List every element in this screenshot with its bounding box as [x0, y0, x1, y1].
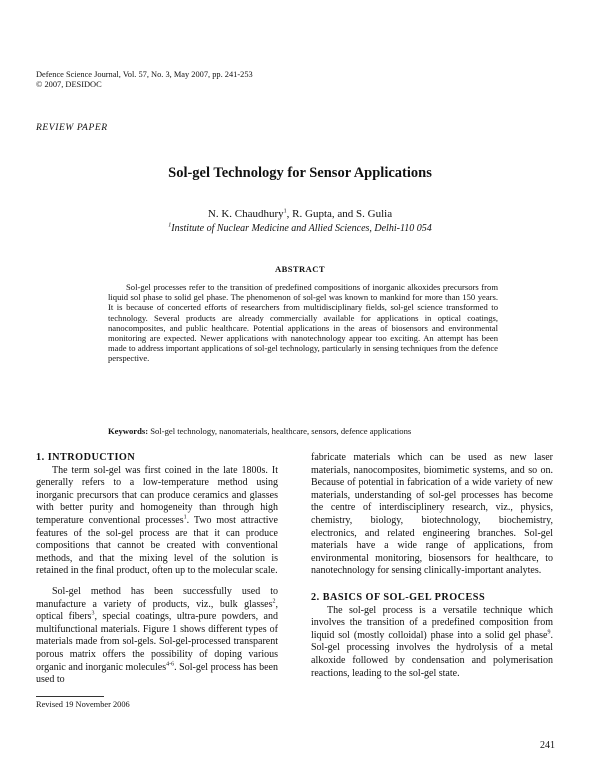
- intro-paragraph-1: [36, 465, 278, 578]
- affiliation-text: Institute of Nuclear Medicine and Allied Sciences, Delhi-110 054: [171, 223, 432, 234]
- basics-paragraph-1: [311, 605, 553, 681]
- intro-p2-text-d: . Sol-gel process has been used to: [36, 661, 278, 686]
- intro-p2-text-c: , special coatings, ultra-pure powders, and multifunctional materials. Figure 1 shows different types of materials made from sol-gels. Sol-gel-processed transparent porous matrix offers the possibility of doping various organic and inorganic molecules: [36, 611, 278, 673]
- intro-p2-text-a: Sol-gel method has been successfully used to manufacture a variety of products, viz., bulk glasses: [36, 585, 278, 610]
- basics-p1-text-b: . Sol-gel processing involves the hydrolysis of a metal alkoxide followed by condensation and polymerisation reactions, leading to the sol-gel state.: [311, 629, 553, 679]
- page-number: 241: [540, 740, 555, 751]
- footnote-rule: [36, 696, 104, 697]
- keywords-label: Keywords:: [108, 426, 149, 436]
- section-heading-introduction: 1. INTRODUCTION: [36, 452, 136, 463]
- intro-paragraph-2-continued: fabricate materials which can be used as new laser materials, nanocomposites, biomimetic systems, and so on. Because of potential in fabrication of a wide variety of new materials, understanding of sol-gel processes has become the centre of interdisciplinery research, viz., physics, chemistry, biology, biotechnology, biochemistry, electronics, and related engineering branches. Sol-gel materials have a wide range of applications, from environmental monitoring, biosensors for healthcare, to nanotechnology for sensing clinically-important analytes.: [311, 452, 553, 577]
- author-list: [0, 208, 600, 220]
- revised-date: Revised 19 November 2006: [36, 700, 130, 709]
- abstract-heading: ABSTRACT: [275, 264, 325, 274]
- citation-marker: 2: [272, 598, 276, 605]
- paper-title: Sol-gel Technology for Sensor Applications: [168, 165, 432, 181]
- journal-citation: Defence Science Journal, Vol. 57, No. 3, May 2007, pp. 241-253: [36, 70, 253, 79]
- journal-header: [36, 70, 253, 90]
- intro-p2-text-b: , optical fibers: [36, 598, 278, 623]
- citation-marker: 1: [183, 514, 187, 521]
- author-names-rest: , R. Gupta, and S. Gulia: [286, 208, 393, 220]
- review-label: REVIEW PAPER: [36, 123, 108, 133]
- author-affil-marker: 1: [283, 208, 287, 215]
- abstract-text: Sol-gel processes refer to the transition of predefined compositions of inorganic alkoxides precursors from liquid sol phase to solid gel phase. The phenomenon of sol-gel was known to mankind for more than 150 years. It is because of concerted efforts of researchers from multidisciplinary fields, sol-gel science transformed to technology. Several products are already commercially available for applications in optical coatings, nanocomposites, and public healthcare. Potential applications in the areas of biosensors and environmental monitoring are expected. Newer applications with nanotechnology appear too exciting. An attempt has been made to address important applications of sol-gel technology, particularly in sensing techniques from the defence perspective.: [108, 282, 498, 364]
- citation-marker: 4-6: [166, 661, 175, 668]
- keywords: [108, 426, 498, 436]
- affiliation: [0, 223, 600, 234]
- right-column: [311, 452, 553, 680]
- intro-paragraph-2: [36, 586, 278, 687]
- intro-p1-text-b: . Two most attractive features of the sol-gel process are that it can produce compositions that cannot be created with conventional methods, and that the mixing level of the solution is retained in the final product, often up to the molecular scale.: [36, 514, 278, 577]
- citation-marker: 3: [91, 610, 95, 617]
- basics-p1-text-a: The sol-gel process is a versatile technique which involves the transition of a predefined composition from liquid sol (mostly colloidal) phase into a solid gel phase: [311, 604, 553, 641]
- copyright-line: © 2007, DESIDOC: [36, 80, 102, 89]
- left-column: [36, 452, 278, 687]
- author-name: N. K. Chaudhury: [207, 208, 284, 220]
- section-heading-basics: 2. BASICS OF SOL-GEL PROCESS: [311, 591, 486, 603]
- citation-marker: 9: [547, 629, 551, 636]
- affiliation-marker: 1: [168, 222, 172, 229]
- intro-p1-text-a: The term sol-gel was first coined in the late 1800s. It generally refers to a low-temperature method using inorganic precursors that can produce ceramics and glasses with better purity and homogeneity than through high temperature conventional processes: [36, 464, 278, 526]
- keywords-text: Sol-gel technology, nanomaterials, healthcare, sensors, defence applications: [148, 426, 412, 436]
